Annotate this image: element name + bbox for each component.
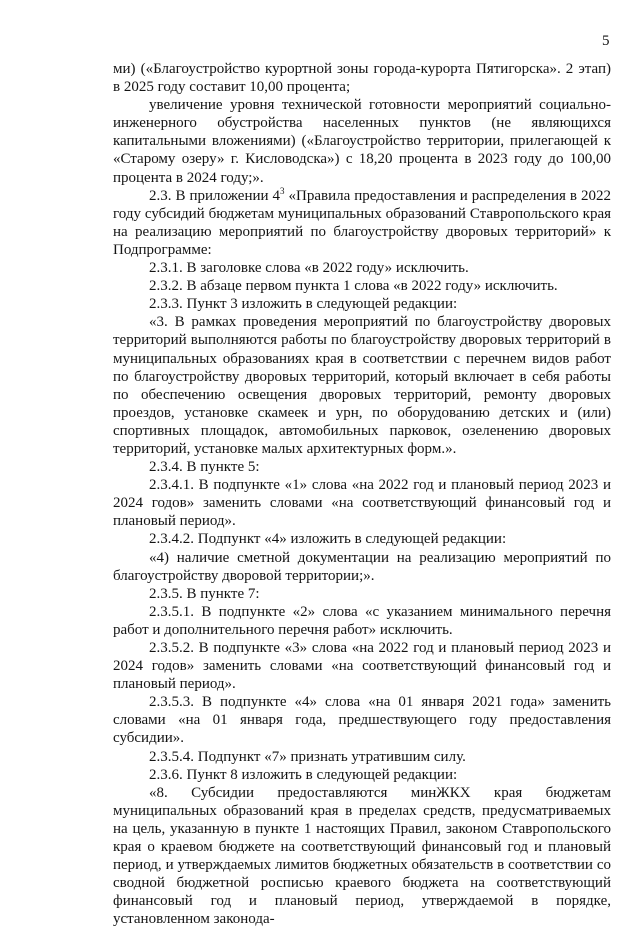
paragraph: 2.3.4.1. В подпункте «1» слова «на 2022 год и плановый период 2023 и 2024 годов» заменить словами «на соответствующий финансовый год и плановый период». [113, 477, 611, 530]
paragraph: 2.3.1. В заголовке слова «в 2022 году» исключить. [149, 260, 469, 277]
superscript: 3 [280, 185, 285, 196]
paragraph: 2.3.4.2. Подпункт «4» изложить в следующей редакции: [149, 531, 507, 548]
paragraph: 2.3.5.1. В подпункте «2» слова «с указанием минимального перечня работ и дополнительного перечня работ» исключить. [113, 603, 611, 638]
paragraph: «4) наличие сметной документации на реализацию мероприятий по благоустройству дворовой территории;». [113, 549, 611, 584]
paragraph: ми) («Благоустройство курортной зоны города-курорта Пятигорска». 2 этап) в 2025 году составит 10,00 процента; [113, 61, 611, 96]
page-number: 5 [602, 33, 610, 49]
paragraph: 2.3.5.3. В подпункте «4» слова «на 01 января 2021 года» заменить словами «на 01 января года, предшествующего году предоставления субсидии». [113, 694, 611, 747]
paragraph: 2.3.3. Пункт 3 изложить в следующей редакции: [149, 296, 458, 313]
paragraph: 2.3.5.2. В подпункте «3» слова «на 2022 год и плановый период 2023 и 2024 годов» заменить словами «на соответствующий финансовый год и плановый период». [113, 640, 611, 693]
paragraph: 2.3.5. В пункте 7: [149, 585, 260, 602]
paragraph: 2.3.4. В пункте 5: [149, 459, 260, 476]
paragraph: 2.3.2. В абзаце первом пункта 1 слова «в 2022 году» исключить. [149, 278, 558, 295]
paragraph: «3. В рамках проведения мероприятий по благоустройству дворовых территорий выполняются работы по благоустройству дворовых территорий в муниципальных образованиях края в соответствии с перечнем видов работ по благоустройству дворовых территорий, который включает в себя работы по обеспечению освещения дворовых территорий, ремонту дворовых проездов, установке скамеек и урн, по оборудованию детских и (или) спортивных площадок, автомобильных парковок, озеленению дворовых территорий, установке малых архитектурных форм.». [113, 314, 611, 457]
paragraph [113, 187, 611, 259]
paragraph: 2.3.5.4. Подпункт «7» признать утратившим силу. [149, 748, 466, 765]
document-body [113, 60, 611, 929]
paragraph: 2.3.6. Пункт 8 изложить в следующей редакции: [149, 766, 458, 783]
paragraph-text: «Правила предоставления и распределения в 2022 году субсидий бюджетам муниципальных образований Ставропольского края на реализацию мероприятий по благоустройству дворовых территорий» к Подпрограмме: [113, 187, 611, 258]
paragraph: «8. Субсидии предоставляются минЖКХ края бюджетам муниципальных образований края в пределах средств, предусматриваемых на цель, указанную в пункте 1 настоящих Правил, законом Ставропольского края о краевом бюджете на соответствующий финансовый год и плановый период, и утверждаемых лимитов бюджетных обязательств в соответствии со сводной бюджетной росписью краевого бюджета на соответствующий финансовый год и плановый период, утверждаемой в порядке, установленном законода- [113, 784, 611, 928]
paragraph: увеличение уровня технической готовности мероприятий социально-инженерного обустройства населенных пунктов (не являющихся капитальными вложениями) («Благоустройство территории, прилегающей к «Старому озеру» г. Кисловодска») с 18,20 процента в 2023 году до 100,00 процента в 2024 году;». [113, 97, 611, 186]
paragraph-text: 2.3. В приложении 4 [149, 187, 281, 204]
